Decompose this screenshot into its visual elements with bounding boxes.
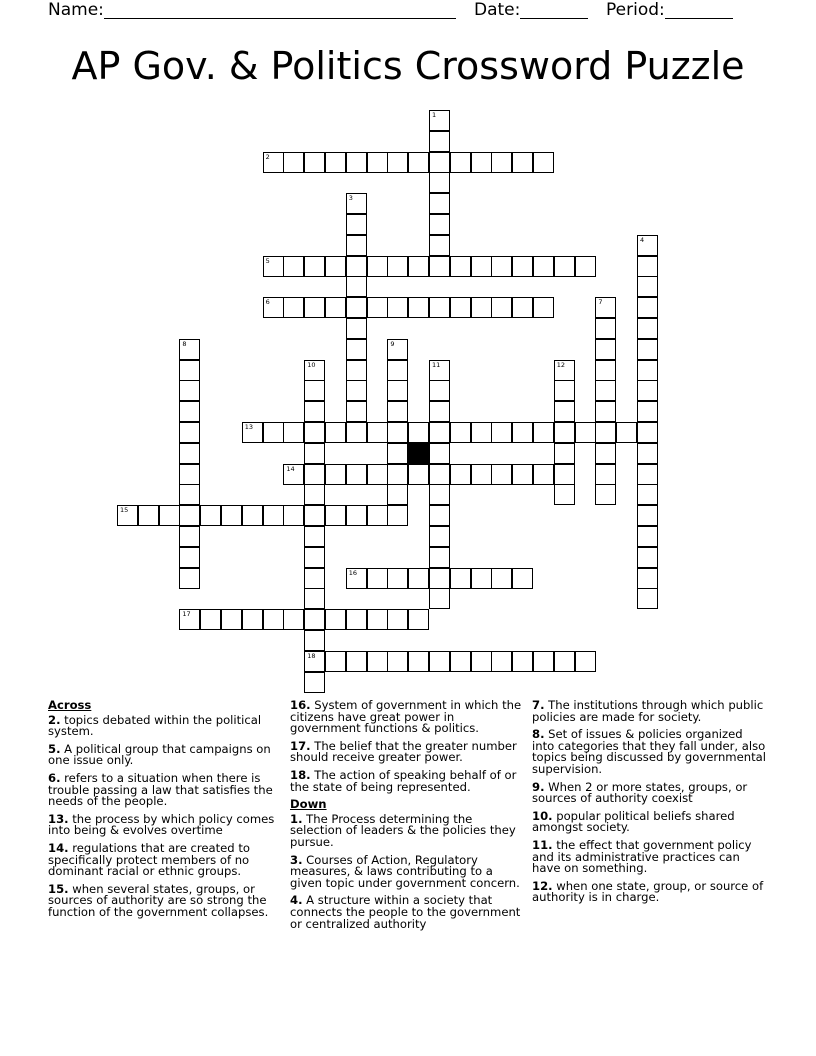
clue-text: The institutions through which public policies are made for society. xyxy=(532,698,764,724)
crossword-cell[interactable] xyxy=(242,422,263,443)
crossword-cell[interactable] xyxy=(429,443,450,464)
crossword-cell[interactable] xyxy=(554,401,575,422)
crossword-cell[interactable] xyxy=(159,505,180,526)
crossword-cell[interactable] xyxy=(283,256,304,277)
down-clue xyxy=(290,895,526,930)
clue-number: 4. xyxy=(290,893,303,908)
crossword-cell[interactable] xyxy=(429,297,450,318)
crossword-cell[interactable] xyxy=(595,297,616,318)
crossword-cell[interactable] xyxy=(387,152,408,173)
clue-text: topics debated within the political system. xyxy=(48,712,262,739)
crossword-cell[interactable] xyxy=(512,464,533,485)
crossword-cell[interactable] xyxy=(408,297,429,318)
crossword-cell[interactable] xyxy=(283,505,304,526)
crossword-cell[interactable] xyxy=(637,318,658,339)
clue-column-1 xyxy=(48,700,284,925)
crossword-cell[interactable] xyxy=(429,464,450,485)
crossword-cell[interactable] xyxy=(179,547,200,568)
crossword-cell[interactable] xyxy=(367,505,388,526)
clue-text: the effect that government policy and its administrative practices can have on something. xyxy=(532,837,752,876)
crossword-cell[interactable] xyxy=(512,297,533,318)
across-clue xyxy=(290,738,526,765)
clue-text: regulations that are created to specifically protect members of no dominant racial or ethnic groups. xyxy=(48,840,250,879)
crossword-cell[interactable] xyxy=(346,339,367,360)
crossword-cell[interactable] xyxy=(179,443,200,464)
crossword-cell[interactable] xyxy=(595,443,616,464)
crossword-cell[interactable] xyxy=(346,152,367,173)
crossword-cell[interactable] xyxy=(179,339,200,360)
crossword-cell[interactable] xyxy=(367,422,388,443)
crossword-cell[interactable] xyxy=(471,256,492,277)
crossword-cell[interactable] xyxy=(429,526,450,547)
clue-number: 5. xyxy=(48,741,61,756)
crossword-cell[interactable] xyxy=(242,609,263,630)
crossword-cell[interactable] xyxy=(283,464,304,485)
crossword-cell[interactable] xyxy=(387,651,408,672)
clue-text: The action of speaking behalf of or the state of being represented. xyxy=(290,767,517,794)
crossword-cell[interactable] xyxy=(491,297,512,318)
crossword-cell[interactable] xyxy=(637,380,658,401)
crossword-cell[interactable] xyxy=(304,547,325,568)
clue-number-label: 12 xyxy=(556,360,566,369)
crossword-cell[interactable] xyxy=(554,651,575,672)
crossword-cell[interactable] xyxy=(304,672,325,693)
crossword-cell[interactable] xyxy=(387,568,408,589)
crossword-cell[interactable] xyxy=(408,609,429,630)
crossword-cell[interactable] xyxy=(200,505,221,526)
crossword-cell[interactable] xyxy=(595,422,616,443)
crossword-cell[interactable] xyxy=(595,339,616,360)
across-clue xyxy=(290,700,526,735)
crossword-cell[interactable] xyxy=(429,568,450,589)
clue-column-2 xyxy=(290,700,526,936)
crossword-cell[interactable] xyxy=(512,256,533,277)
crossword-cell[interactable] xyxy=(304,464,325,485)
crossword-cell[interactable] xyxy=(429,360,450,381)
crossword-cell[interactable] xyxy=(575,422,596,443)
crossword-cell[interactable] xyxy=(450,568,471,589)
clue-number-label: 7 xyxy=(598,298,603,307)
crossword-cell[interactable] xyxy=(429,422,450,443)
clue-number-label: 5 xyxy=(265,256,270,265)
clue-number-label: 14 xyxy=(286,464,295,473)
clue-text: when one state, group, or source of authority is in charge. xyxy=(532,878,764,905)
black-square xyxy=(408,443,429,464)
crossword-cell[interactable] xyxy=(533,152,554,173)
crossword-cell[interactable] xyxy=(263,152,284,173)
across-heading: Across xyxy=(48,698,92,712)
crossword-cell[interactable] xyxy=(637,505,658,526)
crossword-cell[interactable] xyxy=(387,256,408,277)
crossword-cell[interactable] xyxy=(283,152,304,173)
crossword-cell[interactable] xyxy=(346,276,367,297)
crossword-cell[interactable] xyxy=(637,464,658,485)
crossword-cell[interactable] xyxy=(512,152,533,173)
crossword-cell[interactable] xyxy=(533,464,554,485)
crossword-cell[interactable] xyxy=(512,651,533,672)
page-title: AP Gov. & Politics Crossword Puzzle xyxy=(71,44,745,88)
crossword-cell[interactable] xyxy=(283,297,304,318)
clue-number-label: 2 xyxy=(265,152,270,161)
crossword-cell[interactable] xyxy=(367,651,388,672)
clue-number: 10. xyxy=(532,808,553,823)
crossword-cell[interactable] xyxy=(263,609,284,630)
crossword-cell[interactable] xyxy=(304,484,325,505)
across-clue xyxy=(290,767,526,794)
across-clue xyxy=(48,811,284,838)
crossword-cell[interactable] xyxy=(595,484,616,505)
crossword-cell[interactable] xyxy=(408,651,429,672)
crossword-cell[interactable] xyxy=(304,568,325,589)
crossword-cell[interactable] xyxy=(263,505,284,526)
crossword-cell[interactable] xyxy=(637,256,658,277)
crossword-cell[interactable] xyxy=(304,609,325,630)
crossword-cell[interactable] xyxy=(179,609,200,630)
crossword-cell[interactable] xyxy=(346,401,367,422)
crossword-cell[interactable] xyxy=(408,464,429,485)
crossword-cell[interactable] xyxy=(304,443,325,464)
clue-text: The Process determining the selection of leaders & the policies they pursue. xyxy=(290,811,516,849)
crossword-cell[interactable] xyxy=(554,464,575,485)
crossword-cell[interactable] xyxy=(221,505,242,526)
clue-number: 15. xyxy=(48,881,69,896)
crossword-cell[interactable] xyxy=(346,568,367,589)
clue-column-3 xyxy=(532,700,768,910)
crossword-cell[interactable] xyxy=(242,505,263,526)
clue-number: 6. xyxy=(48,770,61,785)
crossword-cell[interactable] xyxy=(491,256,512,277)
crossword-cell[interactable] xyxy=(304,401,325,422)
across-clue xyxy=(48,881,284,919)
crossword-cell[interactable] xyxy=(533,297,554,318)
crossword-cell[interactable] xyxy=(200,609,221,630)
crossword-cell[interactable] xyxy=(367,152,388,173)
crossword-cell[interactable] xyxy=(554,443,575,464)
clue-number-label: 15 xyxy=(120,506,129,515)
crossword-cell[interactable] xyxy=(263,297,284,318)
crossword-cell[interactable] xyxy=(221,609,242,630)
crossword-cell[interactable] xyxy=(637,422,658,443)
crossword-cell[interactable] xyxy=(179,568,200,589)
crossword-cell[interactable] xyxy=(304,152,325,173)
crossword-cell[interactable] xyxy=(637,547,658,568)
crossword-cell[interactable] xyxy=(429,505,450,526)
crossword-cell[interactable] xyxy=(179,505,200,526)
crossword-cell[interactable] xyxy=(367,609,388,630)
crossword-cell[interactable] xyxy=(554,484,575,505)
crossword-cell[interactable] xyxy=(450,422,471,443)
crossword-cell[interactable] xyxy=(450,152,471,173)
crossword-cell[interactable] xyxy=(325,609,346,630)
clue-number: 7. xyxy=(532,698,545,712)
crossword-cell[interactable] xyxy=(346,318,367,339)
crossword-cell[interactable] xyxy=(637,339,658,360)
crossword-cell[interactable] xyxy=(179,401,200,422)
clue-number-label: 9 xyxy=(390,339,395,348)
clue-text: The belief that the greater number should receive greater power. xyxy=(290,738,517,765)
crossword-cell[interactable] xyxy=(179,526,200,547)
crossword-cell[interactable] xyxy=(346,609,367,630)
crossword-cell[interactable] xyxy=(283,609,304,630)
crossword-cell[interactable] xyxy=(533,422,554,443)
crossword-cell[interactable] xyxy=(138,505,159,526)
crossword-cell[interactable] xyxy=(263,422,284,443)
crossword-cell[interactable] xyxy=(367,297,388,318)
crossword-cell[interactable] xyxy=(387,380,408,401)
crossword-cell[interactable] xyxy=(325,422,346,443)
crossword-cell[interactable] xyxy=(554,256,575,277)
clue-number: 12. xyxy=(532,878,553,893)
crossword-cell[interactable] xyxy=(325,256,346,277)
crossword-cell[interactable] xyxy=(408,152,429,173)
crossword-cell[interactable] xyxy=(533,256,554,277)
clue-number-label: 8 xyxy=(182,339,187,348)
crossword-cell[interactable] xyxy=(637,443,658,464)
crossword-cell[interactable] xyxy=(429,484,450,505)
down-clue xyxy=(290,852,526,890)
crossword-cell[interactable] xyxy=(346,651,367,672)
crossword-cell[interactable] xyxy=(616,422,637,443)
crossword-cell[interactable] xyxy=(367,256,388,277)
clue-number: 14. xyxy=(48,840,69,855)
crossword-cell[interactable] xyxy=(637,484,658,505)
crossword-cell[interactable] xyxy=(325,152,346,173)
clue-text: when several states, groups, or sources of authority are so strong the function of the government collapses. xyxy=(48,881,269,919)
clue-number-label: 4 xyxy=(640,235,645,244)
crossword-cell[interactable] xyxy=(387,464,408,485)
crossword-cell[interactable] xyxy=(450,651,471,672)
crossword-cell[interactable] xyxy=(387,505,408,526)
crossword-cell[interactable] xyxy=(471,651,492,672)
crossword-cell[interactable] xyxy=(595,318,616,339)
crossword-cell[interactable] xyxy=(429,193,450,214)
crossword-cell[interactable] xyxy=(554,380,575,401)
crossword-cell[interactable] xyxy=(367,568,388,589)
crossword-cell[interactable] xyxy=(325,464,346,485)
crossword-cell[interactable] xyxy=(346,464,367,485)
crossword-cell[interactable] xyxy=(346,297,367,318)
clue-number-label: 3 xyxy=(348,194,353,203)
crossword-cell[interactable] xyxy=(304,256,325,277)
crossword-cell[interactable] xyxy=(450,256,471,277)
crossword-cell[interactable] xyxy=(325,651,346,672)
crossword-cell[interactable] xyxy=(304,380,325,401)
crossword-cell[interactable] xyxy=(304,588,325,609)
down-clue xyxy=(532,700,768,723)
crossword-cell[interactable] xyxy=(512,422,533,443)
crossword-cell[interactable] xyxy=(637,568,658,589)
crossword-cell[interactable] xyxy=(346,360,367,381)
crossword-cell[interactable] xyxy=(283,422,304,443)
crossword-cell[interactable] xyxy=(179,422,200,443)
clue-text: System of government in which the citizens have great power in government functions & politics. xyxy=(290,698,522,736)
down-clue xyxy=(532,878,768,905)
down-clue xyxy=(290,811,526,849)
crossword-cell[interactable] xyxy=(450,464,471,485)
clue-number: 3. xyxy=(290,852,303,867)
crossword-cell[interactable] xyxy=(637,526,658,547)
crossword-cell[interactable] xyxy=(595,401,616,422)
clue-text: When 2 or more states, groups, or sources of authority coexist xyxy=(532,779,748,806)
crossword-cell[interactable] xyxy=(179,484,200,505)
crossword-cell[interactable] xyxy=(304,360,325,381)
crossword-cell[interactable] xyxy=(637,297,658,318)
clue-number: 17. xyxy=(290,738,311,753)
crossword-cell[interactable] xyxy=(429,547,450,568)
down-clue xyxy=(532,729,768,775)
crossword-cell[interactable] xyxy=(387,401,408,422)
name-label: Name: xyxy=(48,0,104,20)
crossword-cell[interactable] xyxy=(595,360,616,381)
crossword-cell[interactable] xyxy=(637,360,658,381)
crossword-cell[interactable] xyxy=(387,443,408,464)
crossword-cell[interactable] xyxy=(304,651,325,672)
crossword-cell[interactable] xyxy=(429,256,450,277)
crossword-cell[interactable] xyxy=(471,297,492,318)
clue-number: 16. xyxy=(290,698,311,712)
crossword-cell[interactable] xyxy=(429,651,450,672)
clue-text: popular political beliefs shared amongst society. xyxy=(532,808,735,835)
clue-number: 8. xyxy=(532,727,545,742)
crossword-cell[interactable] xyxy=(491,568,512,589)
crossword-cell[interactable] xyxy=(346,193,367,214)
across-clue xyxy=(48,840,284,879)
crossword-cell[interactable] xyxy=(408,568,429,589)
across-clue xyxy=(48,712,284,739)
across-clue xyxy=(48,741,284,768)
crossword-cell[interactable] xyxy=(637,588,658,609)
down-clue xyxy=(532,808,768,835)
clue-number: 11. xyxy=(532,837,553,852)
crossword-cell[interactable] xyxy=(325,505,346,526)
clue-number: 1. xyxy=(290,811,303,826)
clue-number-label: 11 xyxy=(432,360,441,369)
clue-text: the process by which policy comes into being & evolves overtime xyxy=(48,811,275,838)
crossword-cell[interactable] xyxy=(179,380,200,401)
crossword-cell[interactable] xyxy=(637,235,658,256)
crossword-cell[interactable] xyxy=(346,505,367,526)
crossword-cell[interactable] xyxy=(429,235,450,256)
clue-number-label: 18 xyxy=(307,651,316,660)
clue-text: Set of issues & policies organized into categories that they fall under, also topics being discussed by governmental supervision. xyxy=(532,727,766,776)
crossword-cell[interactable] xyxy=(471,152,492,173)
crossword-cell[interactable] xyxy=(491,422,512,443)
crossword-cell[interactable] xyxy=(387,360,408,381)
crossword-cell[interactable] xyxy=(387,484,408,505)
crossword-cell[interactable] xyxy=(304,422,325,443)
clue-text: refers to a situation when there is trouble passing a law that satisfies the needs of the people. xyxy=(48,770,273,809)
crossword-cell[interactable] xyxy=(179,464,200,485)
crossword-cell[interactable] xyxy=(554,422,575,443)
crossword-cell[interactable] xyxy=(575,651,596,672)
crossword-cell[interactable] xyxy=(471,568,492,589)
clue-number-label: 6 xyxy=(265,298,270,307)
clue-text: Courses of Action, Regulatory measures, & laws contributing to a given topic under government concern. xyxy=(290,852,520,890)
clue-number-label: 13 xyxy=(244,423,254,431)
crossword-cell[interactable] xyxy=(595,464,616,485)
down-clue xyxy=(532,779,768,806)
crossword-cell[interactable] xyxy=(637,401,658,422)
crossword-cell[interactable] xyxy=(471,422,492,443)
crossword-cell[interactable] xyxy=(429,214,450,235)
crossword-cell[interactable] xyxy=(575,256,596,277)
crossword-cell[interactable] xyxy=(263,256,284,277)
clue-number-label: 17 xyxy=(182,610,191,619)
crossword-cell[interactable] xyxy=(554,360,575,381)
crossword-cell[interactable] xyxy=(346,256,367,277)
crossword-cell[interactable] xyxy=(408,422,429,443)
clue-number: 13. xyxy=(48,811,69,826)
crossword-cell[interactable] xyxy=(304,630,325,651)
period-label: Period: xyxy=(606,0,665,20)
crossword-cell[interactable] xyxy=(304,297,325,318)
crossword-cell[interactable] xyxy=(533,651,554,672)
crossword-cell[interactable] xyxy=(387,339,408,360)
crossword-cell[interactable] xyxy=(471,464,492,485)
crossword-cell[interactable] xyxy=(387,609,408,630)
crossword-cell[interactable] xyxy=(491,152,512,173)
clue-number-label: 16 xyxy=(348,568,358,577)
crossword-cell[interactable] xyxy=(429,131,450,152)
down-clue xyxy=(532,837,768,876)
crossword-cell[interactable] xyxy=(117,505,138,526)
crossword-cell[interactable] xyxy=(304,526,325,547)
crossword-cell[interactable] xyxy=(429,152,450,173)
crossword-cell[interactable] xyxy=(367,464,388,485)
clue-text: A political group that campaigns on one issue only. xyxy=(48,741,271,768)
crossword-cell[interactable] xyxy=(491,651,512,672)
crossword-cell[interactable] xyxy=(346,235,367,256)
crossword-cell[interactable] xyxy=(346,422,367,443)
crossword-cell[interactable] xyxy=(429,172,450,193)
clue-number-label: 1 xyxy=(432,111,437,119)
crossword-cell[interactable] xyxy=(637,276,658,297)
crossword-cell[interactable] xyxy=(346,380,367,401)
clue-number-label: 10 xyxy=(307,360,316,369)
crossword-cell[interactable] xyxy=(595,380,616,401)
clue-number: 2. xyxy=(48,712,61,727)
crossword-cell[interactable] xyxy=(491,464,512,485)
crossword-cell[interactable] xyxy=(429,401,450,422)
across-clue xyxy=(48,770,284,809)
crossword-cell[interactable] xyxy=(429,380,450,401)
clue-text: A structure within a society that connects the people to the government or centralized authority xyxy=(290,893,521,931)
crossword-cell[interactable] xyxy=(304,505,325,526)
crossword-cell[interactable] xyxy=(450,297,471,318)
clue-number: 9. xyxy=(532,779,545,794)
crossword-cell[interactable] xyxy=(325,297,346,318)
crossword-cell[interactable] xyxy=(387,297,408,318)
crossword-cell[interactable] xyxy=(512,568,533,589)
clue-number: 18. xyxy=(290,767,311,782)
crossword-cell[interactable] xyxy=(429,110,450,131)
crossword-cell[interactable] xyxy=(429,588,450,609)
crossword-cell[interactable] xyxy=(179,360,200,381)
date-label: Date: xyxy=(474,0,521,20)
crossword-cell[interactable] xyxy=(408,256,429,277)
down-heading: Down xyxy=(290,797,327,812)
crossword-cell[interactable] xyxy=(346,214,367,235)
crossword-cell[interactable] xyxy=(387,422,408,443)
